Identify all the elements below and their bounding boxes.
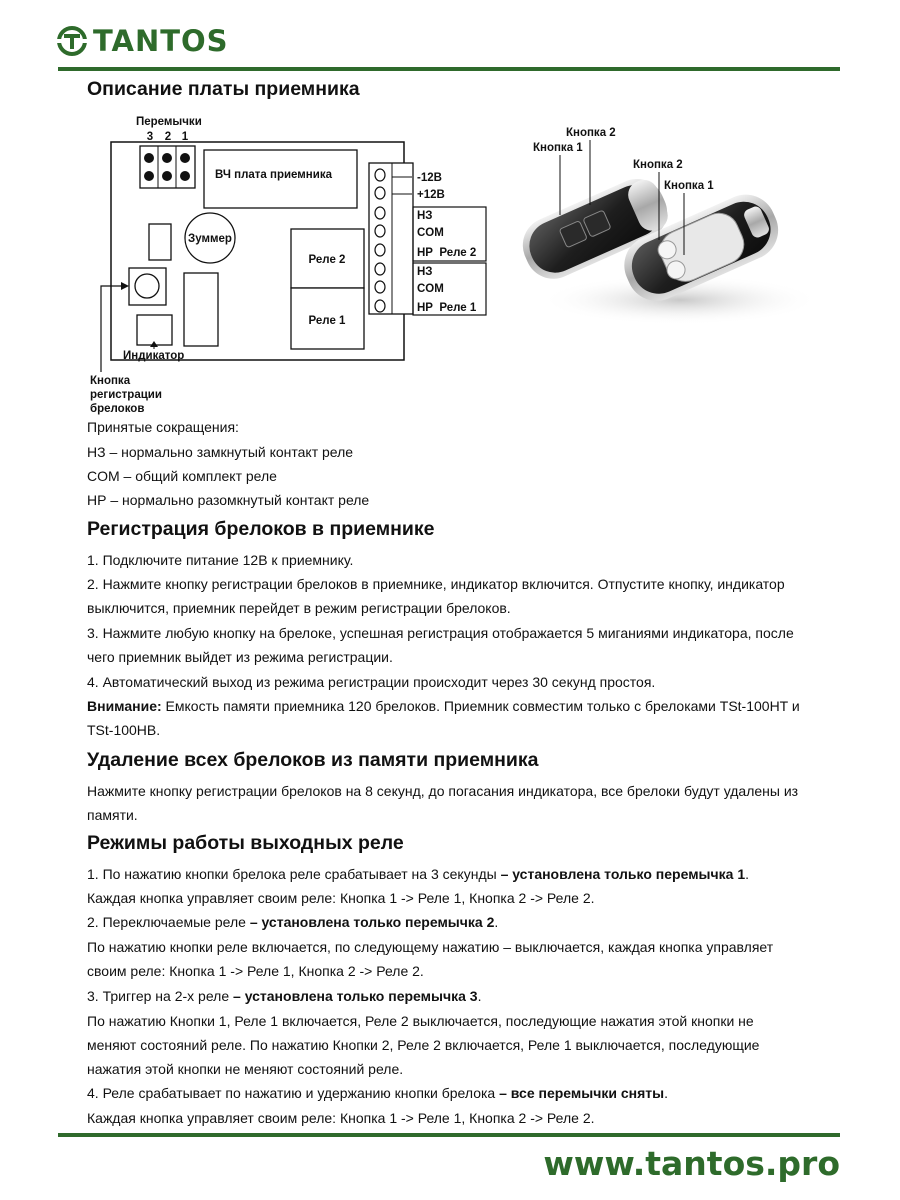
registration-note-line1 [87,698,800,714]
jumper-number-1: 1 [181,131,189,143]
jumper-number-3: 3 [146,131,154,143]
mode1-line1 [87,866,749,882]
note-label: Внимание: [87,698,162,714]
mode1-jumper: – установлена только перемычка 1 [500,866,746,882]
photo-label-button1-left: Кнопка 1 [533,142,583,154]
deletion-line1: Нажмите кнопку регистрации брелоков на 8 секунд, до погасания индикатора, все брелоки будут удалены из [87,783,799,799]
brand-name: TANTOS [93,24,229,58]
terminal-com-2: COM [417,227,444,239]
tantos-logo-icon [55,24,89,58]
mode3-dot: . [477,988,482,1004]
deletion-line2: памяти. [87,807,138,823]
section-title-deletion: Удаление всех брелоков из памяти приемника [87,749,539,771]
note-text: Емкость памяти приемника 120 брелоков. Приемник совместим только с брелоками TSt-100HT и [161,698,800,714]
rf-board-label: ВЧ плата приемника [215,169,332,181]
brand-logo [55,24,229,58]
registration-step2-line2: выключится, приемник перейдет в режим регистрации брелоков. [87,600,511,616]
registration-note-line2: TSt-100HB. [87,722,161,738]
indicator-label: Индикатор [123,350,185,362]
terminal-no-2: НР Реле 2 [417,247,477,259]
mode3-line3: меняют состояний реле. По нажатию Кнопки 2, Реле 2 включается, Реле 1 выключается, последующие [87,1037,760,1053]
header-rule [58,67,840,71]
component-tall [184,273,218,346]
relay-1-label: Реле 1 [308,315,346,327]
terminal-nc-1: НЗ [417,266,433,278]
abbreviations-title: Принятые сокращения: [87,419,239,435]
receiver-board-diagram [80,108,500,418]
mode2-line3: своим реле: Кнопка 1 -> Реле 1, Кнопка 2 -> Реле 2. [87,963,424,979]
jumpers-label: Перемычки [136,116,202,128]
mode4-dot: . [664,1085,668,1101]
terminal-minus12v: -12В [417,172,442,184]
section-title-modes: Режимы работы выходных реле [87,832,404,854]
terminal-plus12v: +12В [417,189,445,201]
mode3-line4: нажатия этой кнопки не меняют состояний реле. [87,1061,404,1077]
relay-2-label: Реле 2 [308,254,346,266]
terminal-nc-2: НЗ [417,210,433,222]
registration-step4: 4. Автоматический выход из режима регистрации происходит через 30 секунд простоя. [87,674,656,690]
mode2-jumper: – установлена только перемычка 2 [249,914,495,930]
mode1-dot: . [745,866,749,882]
indicator-led [137,315,172,345]
buzzer-label: Зуммер [188,233,232,245]
registration-step1: 1. Подключите питание 12В к приемнику. [87,552,354,568]
mode2-dot: . [494,914,499,930]
section-title-board: Описание платы приемника [87,78,360,100]
button-label-line2: регистрации [90,389,162,401]
photo-label-button1-right: Кнопка 1 [664,180,714,192]
mode4-jumper: – все перемычки сняты [499,1085,665,1101]
mode1-line2: Каждая кнопка управляет своим реле: Кнопка 1 -> Реле 1, Кнопка 2 -> Реле 2. [87,890,595,906]
photo-label-button2-right: Кнопка 2 [633,159,683,171]
terminal-strip [369,163,413,314]
registration-step3-line1: 3. Нажмите любую кнопку на брелоке, успешная регистрация отображается 5 миганиями индикатора, после [87,625,794,641]
section-title-registration: Регистрация брелоков в приемнике [87,518,435,540]
registration-step3-line2: чего приемник выйдет из режима регистрации. [87,649,393,665]
mode2-line1 [87,914,498,930]
mode3-line2: По нажатию Кнопки 1, Реле 1 включается, Реле 2 выключается, последующие нажатия этой кнопки не [87,1013,754,1029]
button-label-line1: Кнопка [90,375,131,387]
mode4-line1 [87,1085,668,1101]
abbreviation-nc: НЗ – нормально замкнутый контакт реле [87,444,354,460]
mode1-text: 1. По нажатию кнопки брелока реле срабатывает на 3 секунды [87,866,501,882]
abbreviation-no: НР – нормально разомкнутый контакт реле [87,492,370,508]
mode2-line2: По нажатию кнопки реле включается, по следующему нажатию – выключается, каждая кнопка управляет [87,939,774,955]
jumper-block [140,146,195,188]
abbreviation-com: COM – общий комплект реле [87,468,277,484]
key-fobs-photo [503,112,835,334]
mode2-text: 2. Переключаемые реле [87,914,250,930]
mode3-text: 3. Триггер на 2-х реле [87,988,234,1004]
terminal-no-1: НР Реле 1 [417,302,477,314]
jumper-number-2: 2 [164,131,172,143]
mode4-line2: Каждая кнопка управляет своим реле: Кнопка 1 -> Реле 1, Кнопка 2 -> Реле 2. [87,1110,595,1126]
mode4-text: 4. Реле срабатывает по нажатию и удержанию кнопки брелока [87,1085,500,1101]
photo-label-button2-left: Кнопка 2 [566,127,616,139]
mode3-line1 [87,988,481,1004]
component-rect [149,224,171,260]
registration-step2-line1: 2. Нажмите кнопку регистрации брелоков в приемнике, индикатор включится. Отпустите кнопку, индикатор [87,576,785,592]
button-label-line3: брелоков [90,403,145,415]
footer-url[interactable]: www.tantos.pro [543,1144,840,1183]
mode3-jumper: – установлена только перемычка 3 [233,988,478,1004]
terminal-com-1: COM [417,283,444,295]
footer-rule [58,1133,840,1137]
